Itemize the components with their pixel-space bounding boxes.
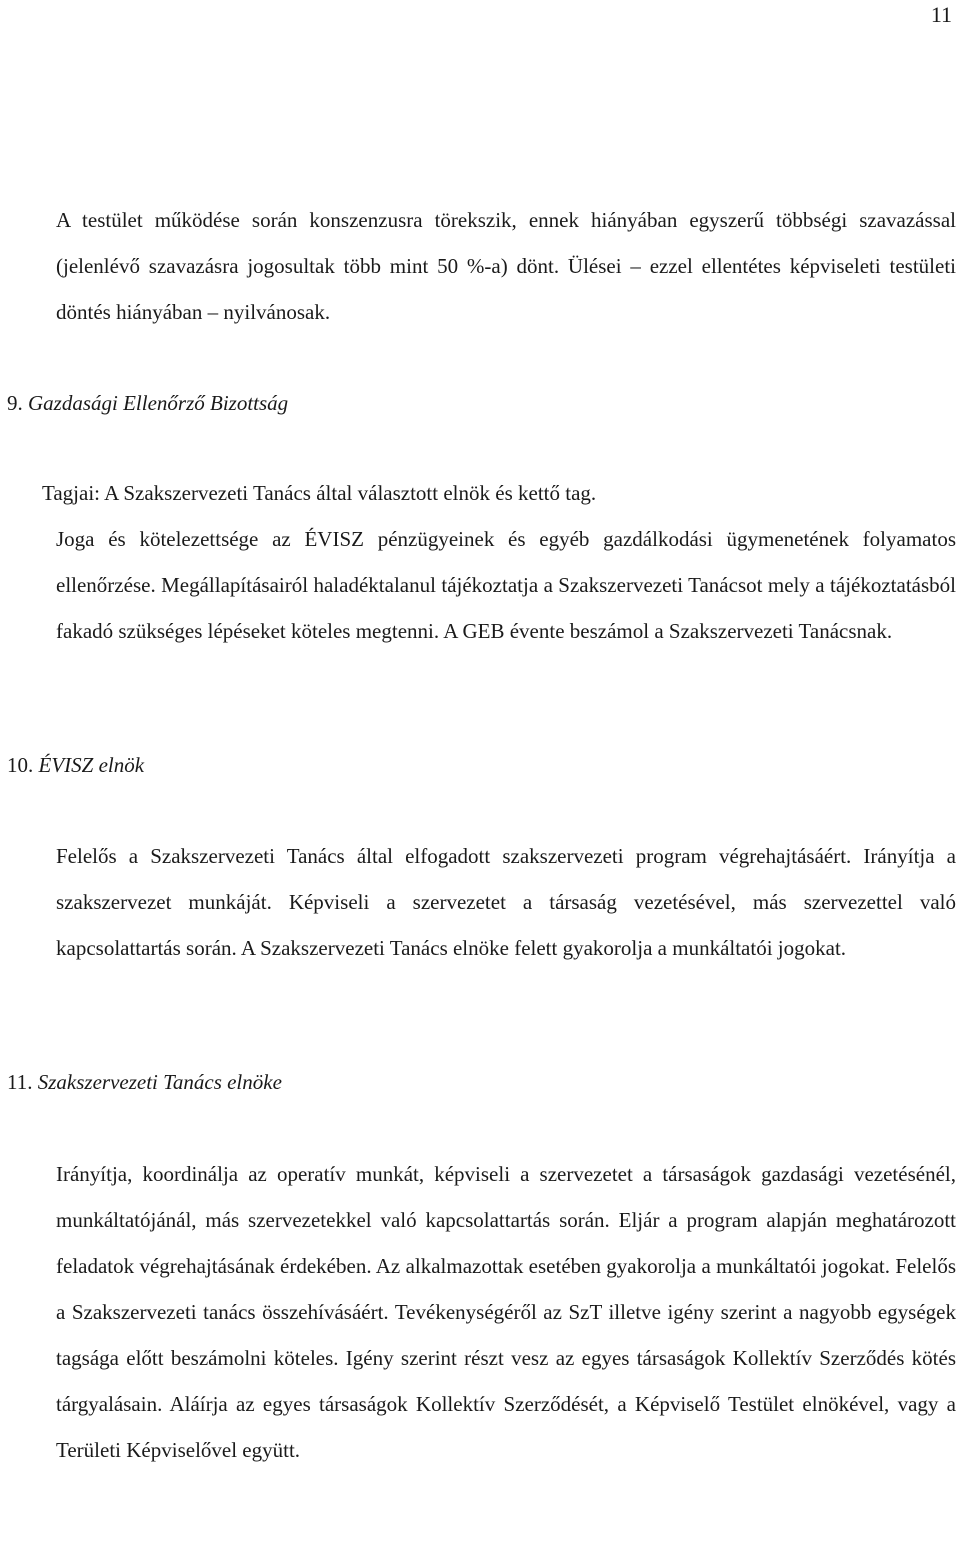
- section-11-body: Irányítja, koordinálja az operatív munkát, képviseli a szervezetet a társaságok gazdasági vezetésénél, munkáltatójánál, más szervezetekkel való kapcsolattartás során. Eljár a program alapján meghatározott feladatok végrehajtásának érdekében. Az alkalmazottak esetében gyakorolja a munkáltatói jogokat. Felelős a Szakszervezeti tanács összehívásáért. Tevékenységéről az SzT illetve igény szerint a nagyobb egységek tagsága előtt beszámolni köteles. Igény szerint részt vesz az egyes társaságok Kollektív Szerződés kötés tárgyalásain. Aláírja az egyes társaságok Kollektív Szerződését, a Képviselő Testület elnökével, vagy a Területi Képviselővel együtt.: [56, 1162, 956, 1462]
- section-9-heading: [7, 388, 288, 418]
- section-10-body: Felelős a Szakszervezeti Tanács által elfogadott szakszervezeti program végrehajtásáért. Irányítja a szakszervezet munkáját. Képviseli a szervezetet a társaság vezetésével, más szervezettel való kapcsolattartás során. A Szakszervezeti Tanács elnöke felett gyakorolja a munkáltatói jogokat.: [56, 844, 956, 960]
- section-11-number: 11.: [7, 1070, 33, 1094]
- section-9-number: 9.: [7, 391, 23, 415]
- section-10-number: 10.: [7, 753, 34, 777]
- section-11-body-block: [56, 1151, 956, 1473]
- section-10-body-block: [56, 833, 956, 971]
- section-9-title: Gazdasági Ellenőrző Bizottság: [28, 391, 289, 415]
- section-11-title: Szakszervezeti Tanács elnöke: [37, 1070, 282, 1094]
- section-11-heading: [7, 1067, 282, 1097]
- intro-paragraph: A testület működése során konszenzusra törekszik, ennek hiányában egyszerű többségi szavazással (jelenlévő szavazásra jogosultak több mint 50 %-a) dönt. Ülései – ezzel ellentétes képviseleti testületi döntés hiányában – nyilvánosak.: [56, 208, 956, 324]
- section-10-heading: [7, 750, 144, 780]
- page-number: 11: [930, 2, 952, 27]
- section-9-members-block: [42, 470, 956, 516]
- intro-paragraph-block: [56, 197, 956, 335]
- section-10-title: ÉVISZ elnök: [38, 753, 145, 777]
- section-9-body-block: [56, 516, 956, 654]
- section-9-body: Joga és kötelezettsége az ÉVISZ pénzügyeinek és egyéb gazdálkodási ügymenetének folyamatos ellenőrzése. Megállapításairól haladéktalanul tájékoztatja a Szakszervezeti Tanácsot mely a tájékoztatásból fakadó szükséges lépéseket köteles megtenni. A GEB évente beszámol a Szakszervezeti Tanácsnak.: [56, 527, 956, 643]
- section-9-members: Tagjai: A Szakszervezeti Tanács által választott elnök és kettő tag.: [42, 481, 597, 505]
